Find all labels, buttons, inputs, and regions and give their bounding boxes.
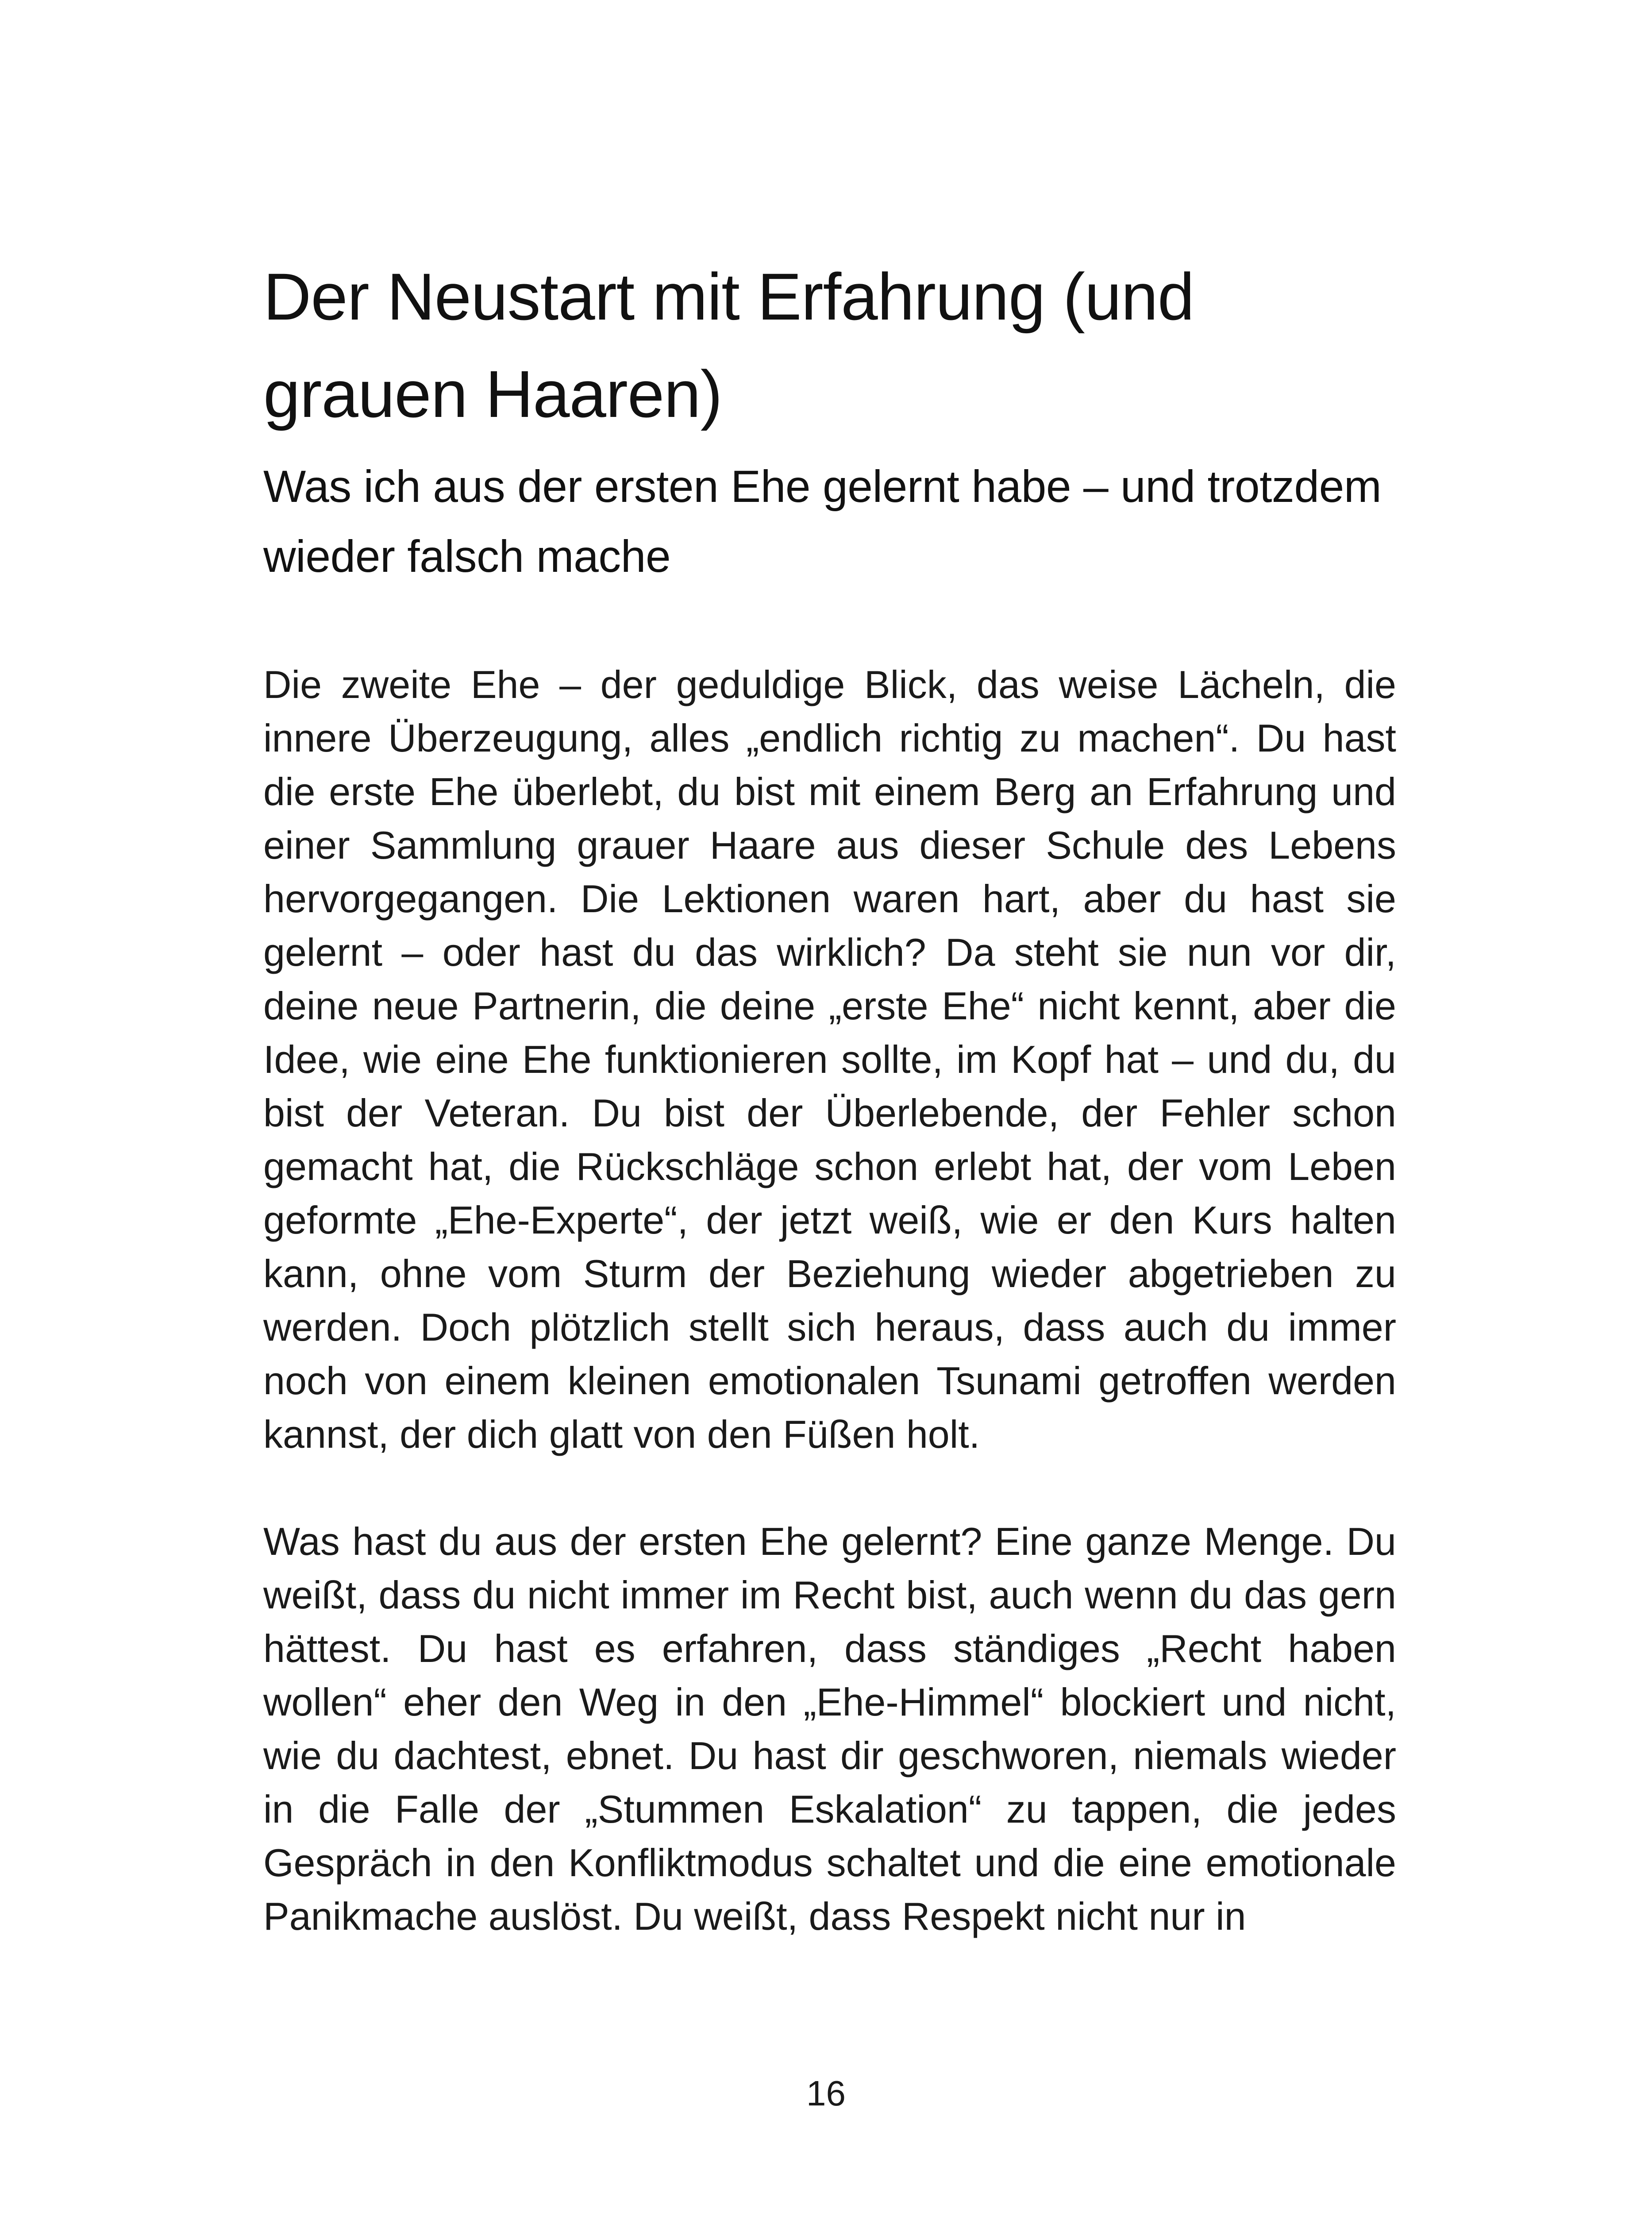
page-number: 16	[806, 2074, 846, 2113]
paragraph-2: Was hast du aus der ersten Ehe gelernt? Eine ganze Menge. Du weißt, dass du nicht immer im Recht bist, auch wenn du das gern hättest. Du hast es erfahren, dass ständiges „Recht haben wollen“ eher den Weg in den „Ehe-Himmel“ blockiert und nicht, wie du dachtest, ebnet. Du hast dir geschworen, niemals wieder in die Falle der „Stummen Eskalation“ zu tappen, die jedes Gespräch in den Konfliktmodus schaltet und die eine emotionale Panikmache auslöst. Du weißt, dass Respekt nicht nur in	[263, 1519, 1396, 1938]
page-content	[263, 248, 1396, 1943]
paragraph-1: Die zweite Ehe – der geduldige Blick, das weise Lächeln, die innere Überzeugung, alles „endlich richtig zu machen“. Du hast die erste Ehe überlebt, du bist mit einem Berg an Erfahrung und einer Sammlung grauer Haare aus dieser Schule des Lebens hervorgegangen. Die Lektionen waren hart, aber du hast sie gelernt – oder hast du das wirklich? Da steht sie nun vor dir, deine neue Partnerin, die deine „erste Ehe“ nicht kennt, aber die Idee, wie eine Ehe funktionieren sollte, im Kopf hat – und du, du bist der Veteran. Du bist der Überlebende, der Fehler schon gemacht hat, die Rückschläge schon erlebt hat, der vom Leben geformte „Ehe-Experte“, der jetzt weiß, wie er den Kurs halten kann, ohne vom Sturm der Beziehung wieder abgetrieben zu werden. Doch plötzlich stellt sich heraus, dass auch du immer noch von einem kleinen emotionalen Tsunami getroffen werden kannst, der dich glatt von den Füßen holt.	[263, 663, 1396, 1456]
chapter-subtitle: Was ich aus der ersten Ehe gelernt habe – und trotzdem wieder falsch mache	[263, 461, 1382, 582]
chapter-title: Der Neustart mit Erfahrung (und grauen Haaren)	[263, 259, 1194, 431]
body-text	[263, 658, 1396, 1943]
